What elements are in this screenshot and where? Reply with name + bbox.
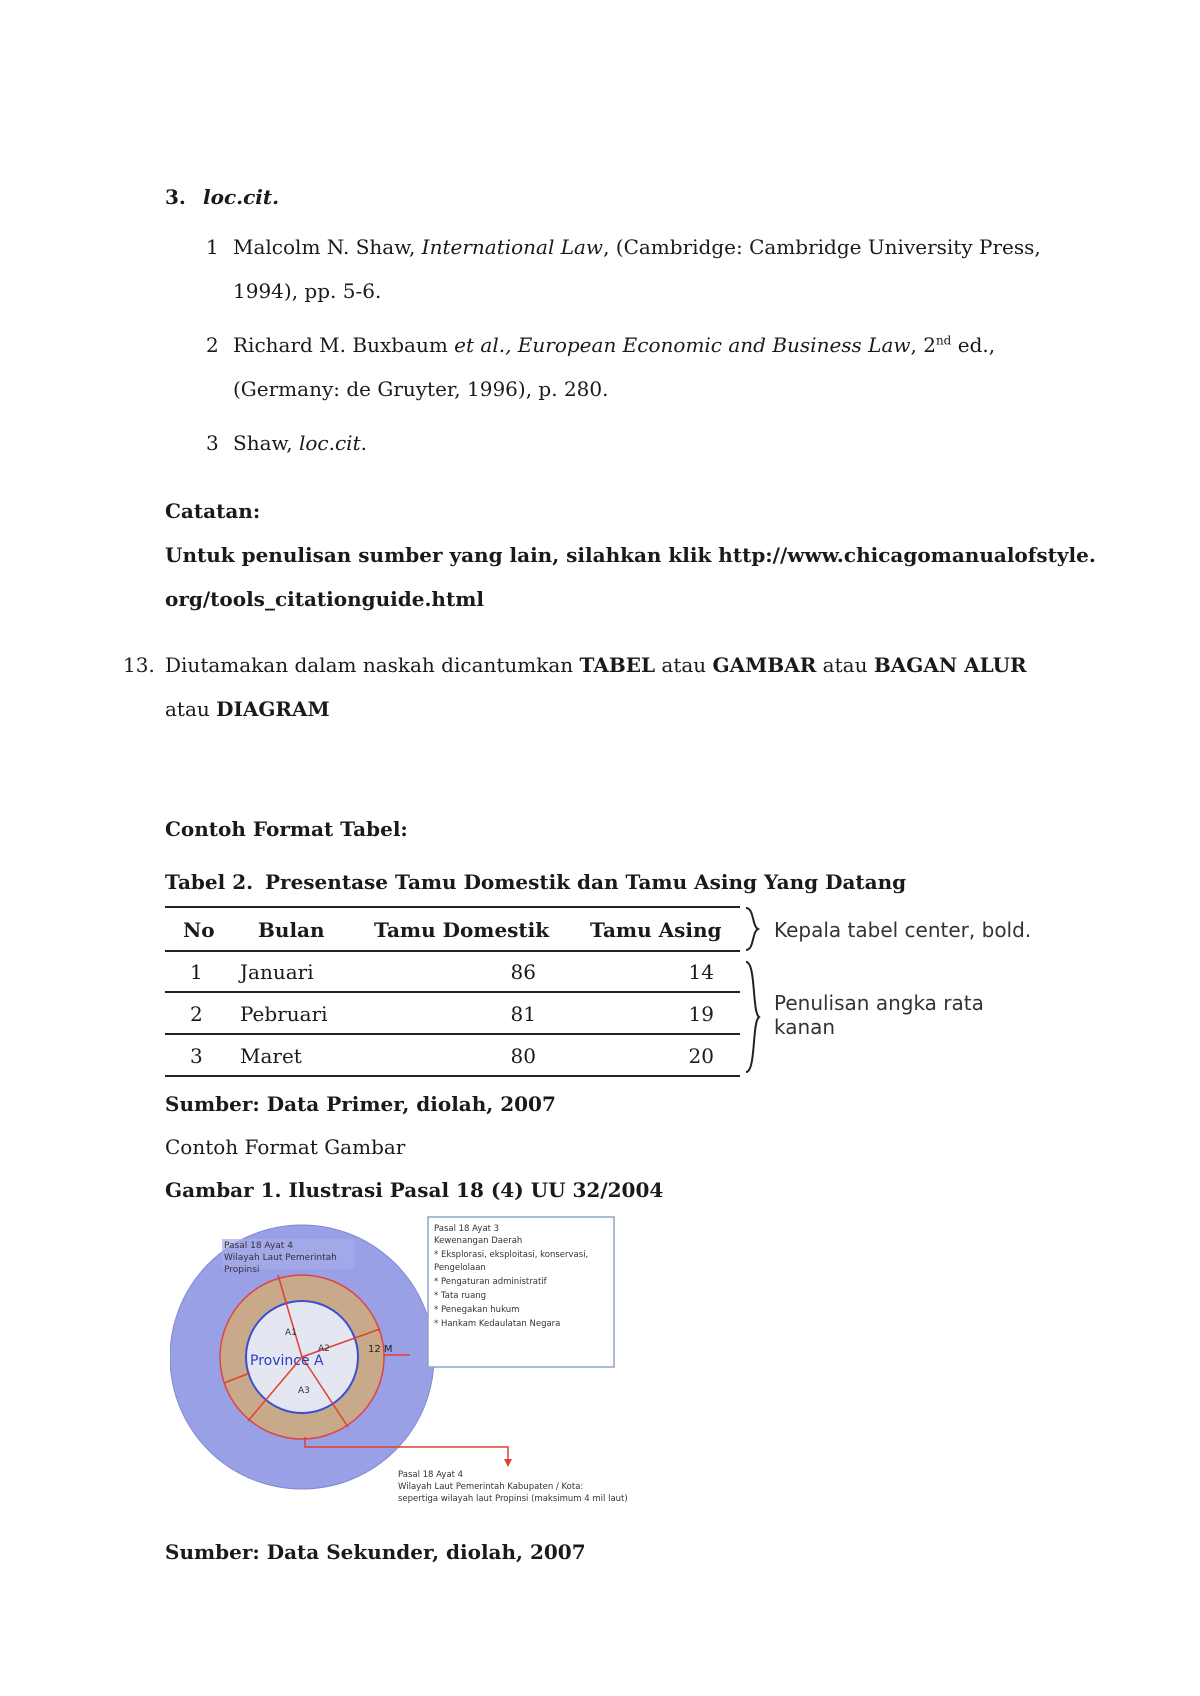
- footnote-2: [233, 331, 1043, 359]
- table-cell-domestik: 80: [510, 1044, 536, 1068]
- footnote-title: et al., European Economic and Business Law: [454, 333, 911, 357]
- outer-label-title: Pasal 18 Ayat 4: [224, 1241, 293, 1251]
- figure-source: Sumber: Data Sekunder, diolah, 2007: [165, 1540, 586, 1564]
- distance-label: 12 M: [368, 1344, 393, 1355]
- table-cell-no: 2: [190, 1002, 203, 1026]
- note-header: Kepala tabel center, bold.: [774, 918, 1032, 942]
- footnote-3: [233, 429, 367, 457]
- table-row-rule: [165, 1033, 740, 1035]
- outer-label-line1: Wilayah Laut Pemerintah: [224, 1253, 337, 1263]
- footnote-2-line2: (Germany: de Gruyter, 1996), p. 280.: [233, 377, 609, 401]
- note-numbers-line-1: Penulisan angka rata: [774, 991, 984, 1015]
- table-caption-title: Presentase Tamu Domestik dan Tamu Asing Yang Datang: [265, 870, 907, 894]
- item-keyword: GAMBAR: [712, 653, 817, 677]
- outer-label-line2: Propinsi: [224, 1265, 260, 1275]
- table-cell-no: 1: [190, 960, 203, 984]
- table-cell-bulan: Pebruari: [240, 1002, 328, 1026]
- figure-svg: [170, 1215, 650, 1505]
- area-label-a3: A3: [298, 1386, 310, 1396]
- table-bottom-rule: [165, 1075, 740, 1077]
- footnote-text: Malcolm N. Shaw,: [233, 235, 422, 259]
- footnote-number: 2: [206, 333, 219, 357]
- note-numbers-line-2: kanan: [774, 1015, 836, 1039]
- authority-box-title: Pasal 18 Ayat 3: [434, 1224, 500, 1234]
- table-cell-domestik: 86: [510, 960, 536, 984]
- area-label-a1: A1: [285, 1328, 297, 1338]
- table-cell-domestik: 81: [510, 1002, 536, 1026]
- footnote-text: Richard M. Buxbaum: [233, 333, 455, 357]
- table-header-asing: Tamu Asing: [590, 918, 722, 942]
- footnote-number: 3: [206, 431, 219, 455]
- authority-item: * Pengaturan administratif: [434, 1277, 547, 1287]
- item-text: Diutamakan dalam naskah dicantumkan: [165, 653, 580, 677]
- section-number: 3.: [165, 185, 186, 209]
- footnote-1-line2: 1994), pp. 5-6.: [233, 279, 382, 303]
- table-cell-bulan: Januari: [240, 960, 314, 984]
- table-header-bulan: Bulan: [258, 918, 325, 942]
- table-cell-bulan: Maret: [240, 1044, 302, 1068]
- item-text: atau: [655, 653, 713, 677]
- authority-item: * Hankam Kedaulatan Negara: [434, 1319, 561, 1329]
- bottom-label-title: Pasal 18 Ayat 4: [398, 1470, 464, 1480]
- authority-item: * Penegakan hukum: [434, 1305, 520, 1315]
- footnote-number: 1: [206, 235, 219, 259]
- table-top-rule: [165, 906, 740, 908]
- footnote-1: [233, 233, 1043, 261]
- table-header-rule: [165, 950, 740, 952]
- item-13-line-1: [165, 651, 1027, 679]
- item-13-line-2: [165, 695, 330, 723]
- figure-section-heading: Contoh Format Gambar: [165, 1135, 406, 1159]
- figure-illustration: [170, 1215, 650, 1505]
- figure-caption: Gambar 1. Ilustrasi Pasal 18 (4) UU 32/2004: [165, 1178, 664, 1202]
- authority-item: * Eksplorasi, eksploitasi, konservasi,: [434, 1250, 589, 1260]
- item-text: atau: [816, 653, 874, 677]
- callout-arrowhead: [504, 1459, 512, 1467]
- table-cell-asing: 14: [688, 960, 714, 984]
- bottom-label-line1: Wilayah Laut Pemerintah Kabupaten / Kota:: [398, 1482, 584, 1492]
- footnote-text: , (Cambridge: Cambridge University Press,: [603, 235, 1041, 259]
- bottom-label-line2: sepertiga wilayah laut Propinsi (maksimum 4 mil laut): [398, 1494, 628, 1504]
- item-text: atau: [165, 697, 217, 721]
- table-caption-label: Tabel 2.: [165, 870, 254, 894]
- footnote-text: , 2: [910, 333, 936, 357]
- footnote-title: International Law: [421, 235, 604, 259]
- table-header-domestik: Tamu Domestik: [374, 918, 550, 942]
- note-line-2: org/tools_citationguide.html: [165, 587, 484, 611]
- authority-item: Pengelolaan: [434, 1263, 486, 1273]
- table-source: Sumber: Data Primer, diolah, 2007: [165, 1092, 556, 1116]
- table-cell-asing: 20: [688, 1044, 714, 1068]
- table-row-rule: [165, 991, 740, 993]
- footnote-title: loc.cit: [298, 431, 361, 455]
- note-label: Catatan:: [165, 499, 261, 523]
- item-keyword: DIAGRAM: [216, 697, 330, 721]
- footnote-superscript: nd: [935, 333, 952, 348]
- authority-box-subtitle: Kewenangan Daerah: [434, 1236, 523, 1246]
- note-line-1: Untuk penulisan sumber yang lain, silahkan klik http://www.chicagomanualofstyle.: [165, 543, 1096, 567]
- numbers-brace: [742, 960, 764, 1074]
- footnote-text: Shaw,: [233, 431, 299, 455]
- table-cell-asing: 19: [688, 1002, 714, 1026]
- area-label-a2: A2: [318, 1344, 330, 1354]
- authority-item: * Tata ruang: [434, 1291, 487, 1301]
- item-keyword: BAGAN ALUR: [873, 653, 1027, 677]
- province-label: Province A: [250, 1353, 324, 1369]
- section-label: loc.cit.: [203, 185, 280, 209]
- footnote-text: .: [360, 431, 367, 455]
- item-keyword: TABEL: [579, 653, 656, 677]
- table-section-heading: Contoh Format Tabel:: [165, 817, 408, 841]
- table-header-no: No: [183, 918, 215, 942]
- footnote-text: ed.,: [951, 333, 996, 357]
- header-brace: [742, 906, 764, 952]
- table-cell-no: 3: [190, 1044, 203, 1068]
- item-number: 13.: [123, 653, 155, 677]
